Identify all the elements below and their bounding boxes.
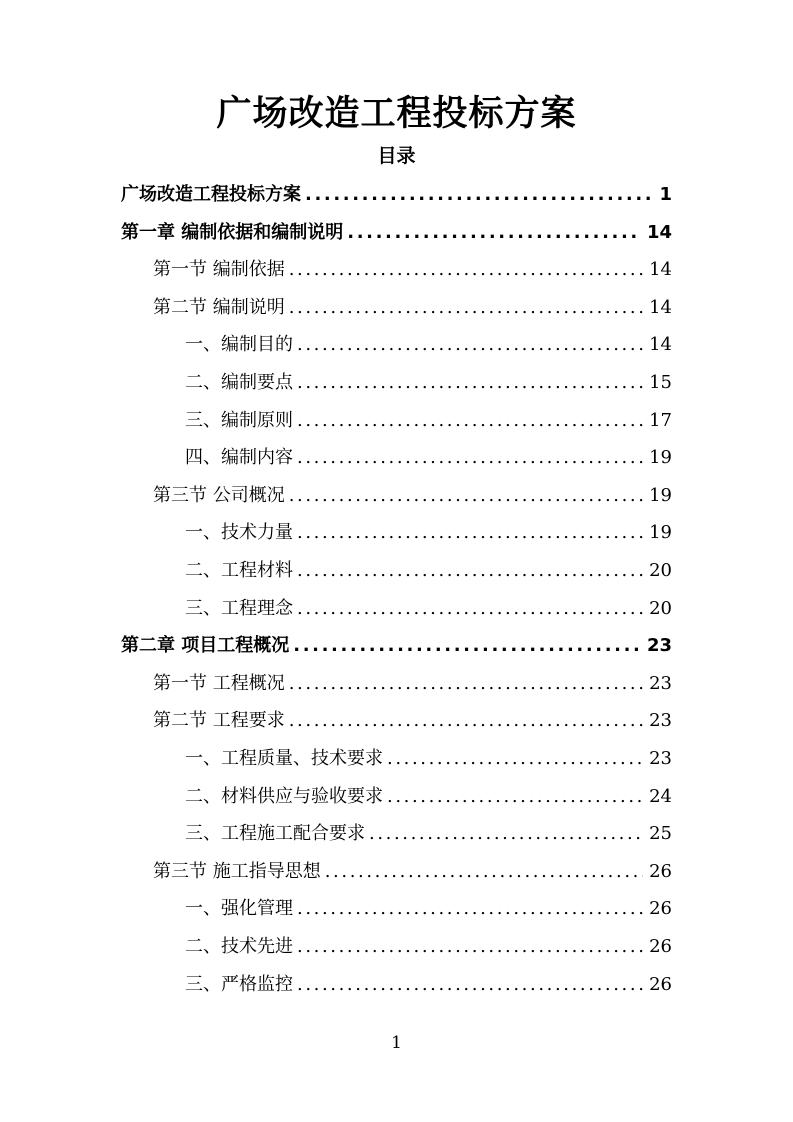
toc-entry[interactable] — [121, 218, 672, 248]
toc-entry-label: 二、编制要点 — [185, 372, 293, 393]
toc-dot-leader — [297, 518, 643, 548]
toc-dot-leader — [297, 556, 643, 586]
toc-entry-label: 第三节 施工指导思想 — [153, 860, 321, 882]
toc-entry[interactable] — [153, 857, 672, 887]
toc-entry[interactable] — [185, 518, 672, 548]
toc-entry[interactable] — [185, 782, 672, 812]
toc-entry-label: 三、严格监控 — [185, 973, 293, 995]
toc-entry-page: 19 — [649, 447, 672, 469]
toc-entry-label: 广场改造工程投标方案 — [121, 184, 301, 205]
toc-dot-leader — [387, 782, 643, 812]
toc-dot-leader — [289, 293, 643, 323]
toc-entry[interactable] — [185, 330, 672, 360]
toc-entry-label: 一、技术力量 — [185, 522, 293, 544]
toc-entry-page: 26 — [649, 936, 672, 957]
toc-entry[interactable] — [185, 932, 672, 962]
toc-dot-leader — [297, 406, 643, 436]
toc-entry-label: 第一章 编制依据和编制说明 — [121, 221, 344, 243]
toc-entry-page: 23 — [646, 635, 672, 657]
toc-dot-leader — [297, 932, 643, 962]
toc-dot-leader — [297, 894, 643, 924]
toc-entry-page: 26 — [649, 973, 672, 995]
toc-heading: 目录 — [377, 145, 416, 167]
toc-entry[interactable] — [153, 706, 672, 736]
toc-entry[interactable] — [185, 819, 672, 849]
toc-entry-page: 17 — [649, 409, 672, 431]
document-title: 广场改造工程投标方案 — [216, 94, 577, 134]
toc-entry[interactable] — [185, 894, 672, 924]
toc-entry[interactable] — [185, 744, 672, 774]
toc-entry-page: 23 — [649, 748, 672, 769]
toc-entry-page: 23 — [649, 710, 672, 732]
toc-entry-page: 1 — [659, 184, 672, 205]
toc-entry[interactable] — [153, 669, 672, 699]
toc-entry[interactable] — [185, 556, 672, 586]
toc-entry[interactable] — [153, 481, 672, 511]
toc-dot-leader — [297, 368, 643, 398]
toc-entry-page: 20 — [649, 597, 672, 619]
toc-entry[interactable] — [121, 180, 672, 210]
toc-dot-leader — [325, 857, 643, 887]
toc-entry-label: 一、工程质量、技术要求 — [185, 748, 383, 769]
toc-dot-leader — [293, 631, 641, 661]
toc-entry-page: 14 — [649, 259, 672, 281]
toc-entry[interactable] — [185, 594, 672, 624]
toc-entry-page: 14 — [649, 296, 672, 318]
toc-entry-label: 第一节 工程概况 — [153, 672, 285, 694]
toc-dot-leader — [289, 706, 643, 736]
toc-entry[interactable] — [185, 443, 672, 473]
toc-entry-page: 19 — [649, 522, 672, 544]
toc-entry[interactable] — [153, 255, 672, 285]
toc-dot-leader — [289, 669, 643, 699]
toc-entry-label: 三、工程施工配合要求 — [185, 823, 365, 845]
toc-dot-leader — [297, 970, 643, 1000]
toc-dot-leader — [387, 744, 643, 774]
toc-entry[interactable] — [153, 293, 672, 323]
toc-dot-leader — [297, 443, 643, 473]
page-number: 1 — [391, 1033, 402, 1053]
toc-entry-page: 19 — [649, 484, 672, 506]
toc-entry[interactable] — [185, 406, 672, 436]
toc-entry[interactable] — [121, 631, 672, 661]
toc-entry-page: 23 — [649, 672, 672, 694]
toc-entry-page: 14 — [649, 334, 672, 356]
toc-dot-leader — [369, 819, 643, 849]
toc-entry[interactable] — [185, 970, 672, 1000]
toc-dot-leader — [289, 255, 643, 285]
toc-entry-label: 第一节 编制依据 — [153, 259, 285, 281]
toc-dot-leader — [347, 218, 641, 248]
toc-entry-label: 四、编制内容 — [185, 447, 293, 469]
toc-entry-label: 二、工程材料 — [185, 560, 293, 581]
toc-entry-page: 24 — [649, 785, 672, 807]
toc-entry-label: 三、工程理念 — [185, 597, 293, 619]
toc-entry-page: 26 — [649, 898, 672, 920]
toc-entry-label: 三、编制原则 — [185, 409, 293, 431]
toc-entry-label: 第三节 公司概况 — [153, 484, 285, 506]
toc-entry-label: 第二节 工程要求 — [153, 710, 285, 732]
toc-entry-label: 一、强化管理 — [185, 898, 293, 920]
toc-entry-label: 一、编制目的 — [185, 334, 293, 356]
toc-entry-label: 第二章 项目工程概况 — [121, 635, 290, 657]
toc-entry-label: 第二节 编制说明 — [153, 296, 285, 318]
toc-entry-page: 25 — [649, 823, 672, 845]
toc-dot-leader — [289, 481, 643, 511]
toc-dot-leader — [297, 594, 643, 624]
toc-entry-page: 26 — [649, 860, 672, 882]
toc-entry-page: 15 — [649, 372, 672, 393]
toc-entry-page: 20 — [649, 560, 672, 581]
toc-entry-label: 二、技术先进 — [185, 936, 293, 957]
toc-entry-label: 二、材料供应与验收要求 — [185, 785, 383, 807]
toc-entry-page: 14 — [646, 221, 672, 243]
toc-dot-leader — [297, 330, 643, 360]
toc-dot-leader — [305, 180, 653, 210]
toc-entry[interactable] — [185, 368, 672, 398]
